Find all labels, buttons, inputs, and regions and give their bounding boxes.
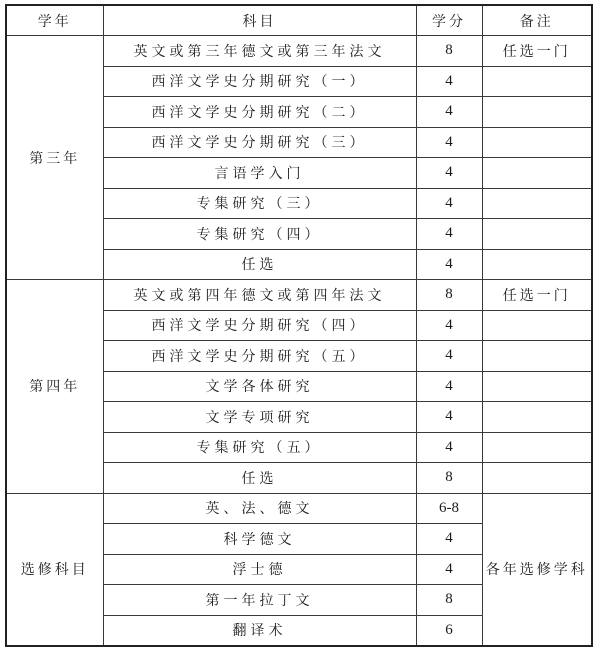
- credits-cell: 8: [416, 463, 482, 494]
- credits-cell: 4: [416, 554, 482, 585]
- subject-cell: 西洋文学史分期研究（二）: [103, 97, 416, 128]
- year-cell-fourth: 第四年: [6, 280, 103, 494]
- note-cell: [482, 432, 592, 463]
- subject-cell: 任选: [103, 249, 416, 280]
- credits-cell: 4: [416, 158, 482, 189]
- subject-cell: 文学专项研究: [103, 402, 416, 433]
- note-cell: 任选一门: [482, 280, 592, 311]
- note-cell-electives: 各年选修学科: [482, 493, 592, 646]
- subject-cell: 翻译术: [103, 615, 416, 646]
- credits-cell: 4: [416, 524, 482, 555]
- credits-cell: 4: [416, 432, 482, 463]
- note-cell: [482, 219, 592, 250]
- credits-cell: 4: [416, 97, 482, 128]
- table-row: [6, 280, 592, 311]
- table-row: [6, 493, 592, 524]
- note-cell: [482, 97, 592, 128]
- credits-cell: 4: [416, 66, 482, 97]
- note-cell: [482, 341, 592, 372]
- subject-cell: 英、法、德文: [103, 493, 416, 524]
- credits-cell: 4: [416, 310, 482, 341]
- subject-cell: 任选: [103, 463, 416, 494]
- credits-cell: 4: [416, 188, 482, 219]
- note-cell: [482, 463, 592, 494]
- table-row: [6, 36, 592, 67]
- subject-cell: 科学德文: [103, 524, 416, 555]
- year-cell-electives: 选修科目: [6, 493, 103, 646]
- note-cell: [482, 402, 592, 433]
- credits-cell: 4: [416, 402, 482, 433]
- credits-cell: 4: [416, 371, 482, 402]
- header-year: 学年: [6, 5, 103, 36]
- subject-cell: 西洋文学史分期研究（五）: [103, 341, 416, 372]
- credits-cell: 4: [416, 249, 482, 280]
- note-cell: [482, 371, 592, 402]
- subject-cell: 第一年拉丁文: [103, 585, 416, 616]
- subject-cell: 专集研究（四）: [103, 219, 416, 250]
- credits-cell: 8: [416, 585, 482, 616]
- credits-cell: 4: [416, 127, 482, 158]
- header-credits: 学分: [416, 5, 482, 36]
- note-cell: [482, 158, 592, 189]
- note-cell: [482, 127, 592, 158]
- note-cell: [482, 66, 592, 97]
- credits-cell: 4: [416, 219, 482, 250]
- credits-cell: 6-8: [416, 493, 482, 524]
- credits-cell: 8: [416, 36, 482, 67]
- subject-cell: 文学各体研究: [103, 371, 416, 402]
- year-cell-third: 第三年: [6, 36, 103, 280]
- subject-cell: 西洋文学史分期研究（一）: [103, 66, 416, 97]
- header-row: [6, 5, 592, 36]
- credits-cell: 6: [416, 615, 482, 646]
- subject-cell: 浮士德: [103, 554, 416, 585]
- curriculum-table: [5, 4, 593, 647]
- header-notes: 备注: [482, 5, 592, 36]
- note-cell: [482, 310, 592, 341]
- subject-cell: 专集研究（五）: [103, 432, 416, 463]
- subject-cell: 英文或第四年德文或第四年法文: [103, 280, 416, 311]
- subject-cell: 言语学入门: [103, 158, 416, 189]
- credits-cell: 8: [416, 280, 482, 311]
- note-cell: 任选一门: [482, 36, 592, 67]
- note-cell: [482, 188, 592, 219]
- header-subject: 科目: [103, 5, 416, 36]
- subject-cell: 西洋文学史分期研究（四）: [103, 310, 416, 341]
- subject-cell: 专集研究（三）: [103, 188, 416, 219]
- note-cell: [482, 249, 592, 280]
- subject-cell: 英文或第三年德文或第三年法文: [103, 36, 416, 67]
- credits-cell: 4: [416, 341, 482, 372]
- subject-cell: 西洋文学史分期研究（三）: [103, 127, 416, 158]
